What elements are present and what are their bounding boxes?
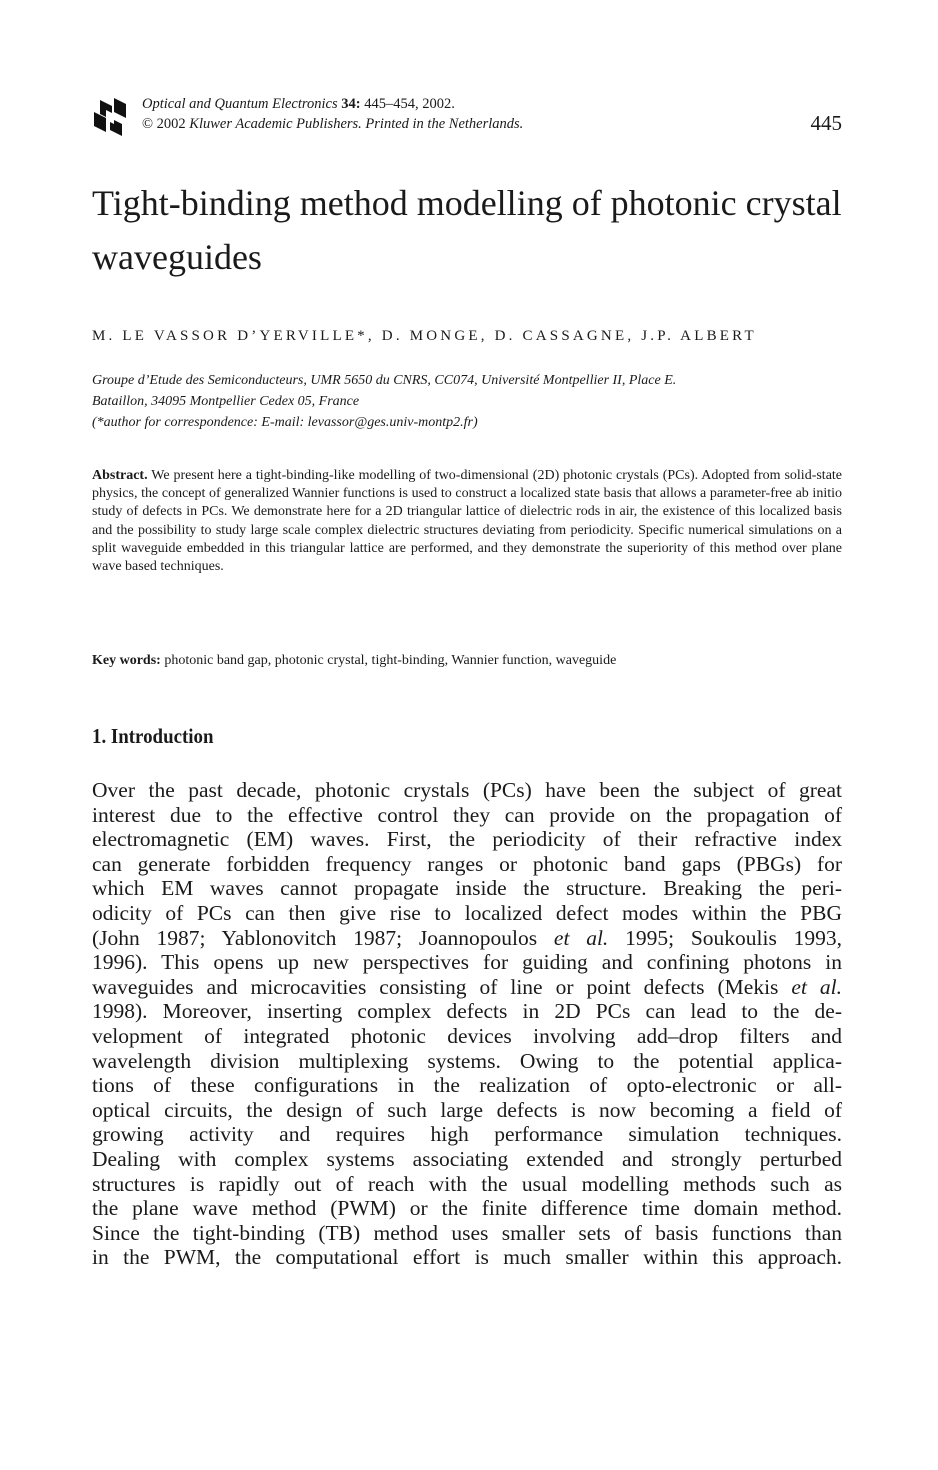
correspondence-email: (*author for correspondence: E-mail: levassor@ges.univ-montp2.fr): [92, 415, 478, 430]
section-body: [92, 778, 842, 1270]
affiliation-line: Groupe d’Etude des Semiconducteurs, UMR 5650 du CNRS, CC074, Université Montpellier II, Place E.: [92, 373, 677, 388]
journal-header: [92, 94, 842, 144]
body-line: in the PWM, the computational effort is much smaller within this approach.: [92, 1245, 842, 1270]
journal-volume: 34:: [341, 96, 361, 112]
affiliation-line: Bataillon, 34095 Montpellier Cedex 05, France: [92, 394, 360, 409]
copyright-line: [142, 114, 523, 134]
section-heading: 1. Introduction: [92, 724, 214, 748]
body-line: 1996). This opens up new perspectives for guiding and confining photons in: [92, 950, 842, 975]
body-line: wavelength division multiplexing systems. Owing to the potential applica-: [92, 1048, 842, 1073]
copyright-symbol: ©: [142, 116, 154, 132]
page-number: 445: [810, 111, 842, 135]
body-line: interest due to the effective control they can provide on the propagation of: [92, 802, 842, 827]
author-affiliation: [92, 370, 852, 433]
journal-name: Optical and Quantum Electronics: [142, 96, 338, 112]
et-al: et al.: [553, 925, 609, 950]
copyright-year: 2002: [156, 116, 186, 132]
body-line: Over the past decade, photonic crystals (PCs) have been the subject of great: [92, 778, 842, 802]
body-line: 1998). Moreover, inserting complex defects in 2D PCs can lead to the de-: [92, 999, 842, 1024]
body-line: can generate forbidden frequency ranges or photonic band gaps (PBGs) for: [92, 851, 842, 876]
abstract-label: Abstract.: [92, 468, 148, 483]
body-line-text: 1995; Soukoulis 1993,: [608, 925, 842, 950]
journal-citation: [142, 94, 455, 114]
author-list: M. LE VASSOR D’YERVILLE*, D. MONGE, D. CASSAGNE, J.P. ALBERT: [92, 328, 757, 344]
body-line: Since the tight-binding (TB) method uses smaller sets of basis functions than: [92, 1220, 842, 1245]
abstract-text: We present here a tight-binding-like modelling of two-dimensional (2D) photonic crystals (PCs). Adopted from solid-state physics, the concept of generalized Wannier functions is used to construct a localized state basis that allows a parameter-free ab initio study of defects in PCs. We demonstrate here for a 2D triangular lattice of dielectric rods in air, the existence of this localized basis and the possibility to study large scale complex dielectric structures deviating from periodicity. Specific numerical simulations on a split waveguide embedded in this triangular lattice are performed, and they demonstrate the superiority of this method over plane wave based techniques.: [92, 468, 843, 575]
publisher-logo-icon: [92, 96, 128, 136]
body-line: growing activity and requires high performance simulation techniques.: [92, 1122, 842, 1147]
body-line: which EM waves cannot propagate inside the structure. Breaking the peri-: [92, 876, 842, 901]
body-line: [92, 926, 842, 951]
body-line-text: (John 1987; Yablonovitch 1987; Joannopoulos: [92, 925, 554, 950]
abstract: [92, 467, 842, 576]
body-line: the plane wave method (PWM) or the finite difference time domain method.: [92, 1196, 842, 1221]
paper-title: Tight-binding method modelling of photonic crystal waveguides: [92, 183, 842, 277]
body-line: optical circuits, the design of such large defects is now becoming a field of: [92, 1097, 842, 1122]
et-al: et al.: [791, 974, 843, 999]
body-line: [92, 975, 842, 1000]
body-line: Dealing with complex systems associating extended and strongly perturbed: [92, 1146, 842, 1171]
publisher-name: Kluwer Academic Publishers. Printed in the Netherlands.: [189, 116, 524, 132]
body-line: electromagnetic (EM) waves. First, the periodicity of their refractive index: [92, 827, 842, 852]
body-line: odicity of PCs can then give rise to localized defect modes within the PBG: [92, 900, 842, 925]
body-line: velopment of integrated photonic devices involving add–drop filters and: [92, 1023, 842, 1048]
keywords: [92, 652, 842, 670]
keywords-label: Key words:: [92, 653, 161, 668]
body-line-text: waveguides and microcavities consisting of line or point defects (Mekis: [92, 974, 792, 999]
journal-pages-year: 445–454, 2002.: [364, 96, 455, 112]
body-line: structures is rapidly out of reach with the usual modelling methods such as: [92, 1171, 842, 1196]
body-line: tions of these configurations in the realization of opto-electronic or all-: [92, 1073, 842, 1098]
keywords-text: photonic band gap, photonic crystal, tight-binding, Wannier function, waveguide: [164, 653, 617, 668]
